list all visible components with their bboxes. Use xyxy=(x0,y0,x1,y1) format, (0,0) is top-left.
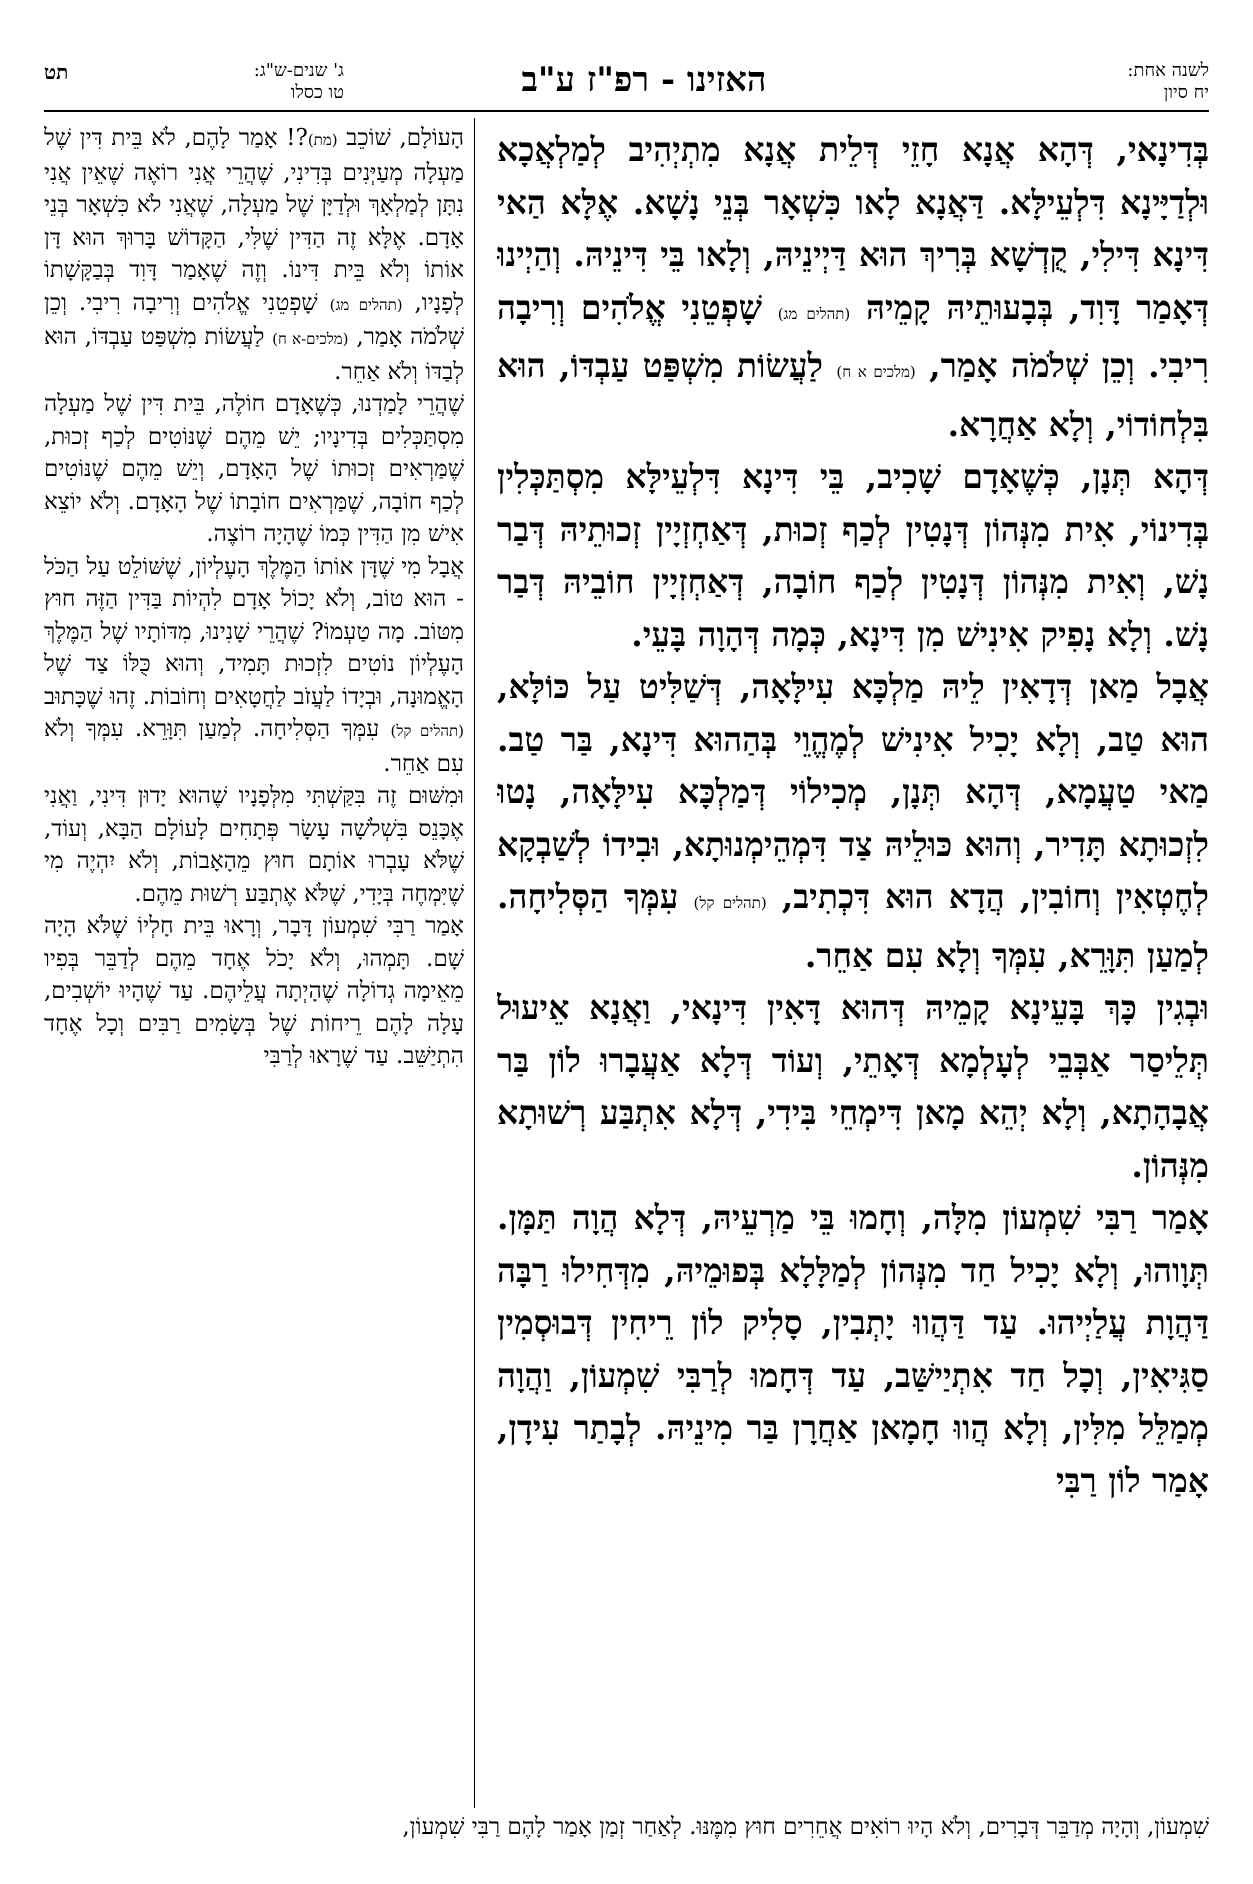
text-segment: שָׁפְטֵנִי אֱלֹהִים וְרִיבָה רִיבִי. וְכֵן שְׁלֹמֹה אָמַר, xyxy=(497,287,1209,385)
page xyxy=(44,58,1209,1858)
side-hebrew-translation xyxy=(44,122,464,1810)
text-segment: ?! אָמַר לָהֶם, לֹא בֵּית דִּין שֶׁל מַעְלָה מְעַיְּנִים בְּדִינִי, שֶׁהֲרֵי אֲנִי רוֹאֶה שֶׁאֵין אֲנִי נִתָּן לְמַלְאָךְ וּלְדַיָּן שֶׁל מַעְלָה, שֶׁאֲנִי לֹא כִּשְׁאָר בְּנֵי אָדָם. אֶלָּא זֶה הַדִּין שֶׁלִּי, הַקָּדוֹשׁ בָּרוּךְ הוּא דָּן אוֹתוֹ וְלֹא בֵּית דִּינוֹ. וְזֶה שֶׁאָמַר דָּוִד בְּבַקָּשָׁתוֹ לְפָנָיו, xyxy=(44,125,464,316)
text-segment: אֲבָל מַאן דְּדָאִין לֵיהּ מַלְכָּא עִילָּאָה, דְּשַׁלִּיט עַל כּוֹלָּא, הוּא טַב, וְלָא יָכִיל אִינִישׁ לְמֶהֱוֵי בְּהַהוּא דִּינָא, בַּר טַב. מַאי טַעֲמָא, דְּהָא תְּנָן, מְכִילוֹי דְּמַלְכָּא עִילָּאָה, נָטוּ לִזְכוּתָא תָּדִיר, וְהוּא כּוּלֵיהּ צַד דִּמְהֵימְנוּתָא, וּבִידוֹ לְשַׁבְקָא לְחֶטְאִין וְחוֹבִין, הֲדָא הוּא דִּכְתִיב, xyxy=(497,667,1209,916)
text-segment: בְּדִינָאי, דְּהָא אֲנָא חָזֵי דְּלֵית אֲנָא מִתְיְהִיב לְמַלְאֲכָא וּלְדַיָּינָא דִּלְעֵילָּא. דַּאֲנָא לָאו כִּשְׁאָר בְּנֵי נָשָׁא. אֶלָּא הַאי דִּינָא דִּילִי, קֻדְשָׁא בְּרִיךְ הוּא דַּיְינֵיהּ, וְלָאו בֵּי דִּינֵיהּ. וְהַיְינוּ דְּאָמַר דָּוִד, בְּבָעוּתֵיהּ קָמֵיהּ xyxy=(497,130,1209,327)
page-number: תט xyxy=(44,60,69,84)
main-aramaic-text xyxy=(497,124,1209,1808)
text-segment: עִמְּךָ הַסְּלִיחָה. לְמַעַן תִּוָּרֵא. עִמְּךָ וְלֹא עִם אַחֵר. xyxy=(44,716,464,777)
main-paragraph xyxy=(497,124,1209,451)
column-divider xyxy=(474,118,475,1808)
side-paragraph: וּמִשּׁוּם זֶה בִּקַּשְׁתִּי מִלְּפָנָיו שֶׁהוּא יָדוּן דִּינִי, וַאֲנִי אֶכָּנֵס בִּשְׁלֹשָׁה עָשָׂר פְּתָחִים לָעוֹלָם הַבָּא, וְעוֹד, שֶׁלֹּא עָבְרוּ אוֹתָם חוּץ מֵהָאָבוֹת, וְלֹא יִהְיֶה מִי שֶׁיִּמְחֶה בְּיָדִי, שֶׁלֹּא אֶתְבַּע רְשׁוּת מֵהֶם. xyxy=(44,783,464,907)
header-three-years-label: ג' שנים-ש"ג: xyxy=(253,60,344,81)
text-segment: לַעֲשׂוֹת מִשְׁפַּט עַבְדּוֹ, הוּא לְבַדּוֹ וְלֹא אַחֵר. xyxy=(44,324,464,385)
side-paragraph: שֶׁהֲרֵי לָמַדְנוּ, כְּשֶׁאָדָם חוֹלֶה, בֵּית דִּין שֶׁל מַעְלָה מִסְתַּכְּלִים בְּדִינָיו; יֵשׁ מֵהֶם שֶׁנּוֹטִים לְכַף זְכוּת, שֶׁמַּרְאִים זְכוּתוֹ שֶׁל הָאָדָם, וְיֵשׁ מֵהֶם שֶׁנּוֹטִים לְכַף חוֹבָה, שֶׁמַּרְאִים חוֹבָתוֹ שֶׁל הָאָדָם. וְלֹא יוֹצֵא אִישׁ מִן הַדִּין כְּמוֹ שֶׁהָיָה רוֹצֶה. xyxy=(44,391,464,547)
header-three-years-date: טו כסלו xyxy=(290,82,344,103)
text-segment: עִמְּךָ הַסְּלִיחָה. לְמַעַן תִּוָּרֵא, עִמְּךָ וְלָא עִם אַחֵר. xyxy=(497,877,1209,975)
text-segment: שָׁפְטֵנִי אֱלֹהִים וְרִיבָה רִיבִי. וְכֵן שְׁלֹמֹה אָמַר, xyxy=(44,289,464,350)
side-paragraph: אָמַר רַבִּי שִׁמְעוֹן דָּבָר, וְרָאוּ בֵּית חָלְיוֹ שֶׁלֹּא הָיָה שָׁם. תָּמְהוּ, וְלֹא יָכֹל אֶחָד מֵהֶם לְדַבֵּר בְּפִיו מֵאֵימָה גְדוֹלָה שֶׁהָיְתָה עֲלֵיהֶם. עַד שֶׁהָיוּ יוֹשְׁבִים, עָלָה לָהֶם רֵיחוֹת שֶׁל בְּשָׂמִים רַבִּים וְכָל אֶחָד הִתְיַשֵּׁב. עַד שֶׁרָאוּ לְרַבִּי xyxy=(44,913,464,1069)
header-one-year-label: לשנה אחת: xyxy=(1127,60,1209,81)
header-one-year-date: יח סיון xyxy=(1163,82,1209,103)
scripture-reference: (תהלים קל) xyxy=(390,722,464,740)
scripture-reference: (תהלים מג) xyxy=(329,295,403,314)
text-segment: אֲבָל מִי שֶׁדָּן אוֹתוֹ הַמֶּלֶךְ הָעֶלְיוֹן, שֶׁשּׁוֹלֵט עַל הַכֹּל - הוּא טוֹב, וְלֹא יָכוֹל אָדָם לִהְיוֹת בַּדִּין הַזֶּה חוּץ מִטּוֹב. מָה טַעְמוֹ? שֶׁהֲרֵי שָׁנִינוּ, מִדּוֹתָיו שֶׁל הַמֶּלֶךְ הָעֶלְיוֹן נוֹטִים לִזְכוּת תָּמִיד, וְהוּא כֻּלּוֹ צַד שֶׁל הָאֱמוּנָה, וּבְיָדוֹ לַעֲזֹב לַחֲטָאִים וְחוֹבוֹת. זֶהוּ שֶׁכָּתוּב xyxy=(44,553,464,710)
header-study-schedule-three-years xyxy=(84,60,344,104)
text-segment: לַעֲשׂוֹת מִשְׁפַּט עַבְדּוֹ, הוּא בִּלְחוֹדוֹי, וְלָא אַחֲרָא. xyxy=(497,346,1209,444)
page-header xyxy=(44,58,1209,112)
scripture-reference: (מלכים א ח) xyxy=(836,363,916,381)
text-segment: הָעוֹלָם, שׁוֹכֵב xyxy=(346,125,464,151)
main-paragraph: דְּהָא תְּנָן, כְּשֶׁאָדָם שָׁכִיב, בֵּי דִּינָא דִּלְעֵילָּא מִסְתַּכְּלִין בְּדִינוֹי, אִית מִנְּהוֹן דְּנָטִין לְכַף זְכוּת, דְּאַחְזְיָין זְכוּתֵיהּ דְּבַר נָשׁ, וְאִית מִנְּהוֹן דְּנָטִין לְכַף חוֹבָה, דְּאַחְזְיָין חוֹבֵיהּ דְּבַר נָשׁ. וְלָא נָפִיק אִינִישׁ מִן דִּינָא, כְּמָה דְּהָוָה בָּעֵי. xyxy=(497,457,1209,654)
main-paragraph xyxy=(497,661,1209,982)
main-paragraph: אָמַר רַבִּי שִׁמְעוֹן מִלָּה, וְחָמוּ בֵּי מַרְעֵיהּ, דְּלָא הֲוָה תַּמָּן. תְּוָוהוּ, וְלָא יָכִיל חַד מִנְּהוֹן לְמַלָּלָא בְּפוּמֵיהּ, מִדְּחִילוּ רַבָּה דַּהֲוָת עֲלַיְיהוּ. עַד דַּהֲווּ יָתְבִין, סָלִיק לוֹן רֵיחִין דְּבוּסְמִין סַגִּיאִין, וְכָל חַד אִתְיַישַּׁב, עַד דְּחָמוּ לְרַבִּי שִׁמְעוֹן, וַהֲוָה מְמַלֵּל מִלִּין, וְלָא הֲווּ חָמָאן אַחֲרָן בַּר מִינֵיהּ. לְבָתַר עִידָן, אָמַר לוֹן רַבִּי xyxy=(497,1198,1209,1500)
side-paragraph xyxy=(44,551,464,781)
page-title: האזינו - רפ"ז ע"ב xyxy=(521,60,767,100)
header-study-schedule-one-year xyxy=(999,60,1209,104)
scripture-reference: (תהלים קל) xyxy=(693,894,767,912)
scripture-reference: (מלכים-א ח) xyxy=(272,330,349,348)
main-paragraph: וּבְגִין כָּךְ בָּעֵינָא קָמֵיהּ דְּהוּא דָּאִין דִּינָאי, וַאֲנָא אֵיעוּל תְּלֵיסַר אַבְּבֵי לְעָלְמָא דְּאָתֵי, וְעוֹד דְּלָא אַעֲבָרוּ לוֹן בַּר אֲבָהָתָא, וְלָא יְהֵא מָאן דִּימְחֵי בִּידִי, דְּלָא אִתְבַּע רְשׁוּתָא מִנְּהוֹן. xyxy=(497,988,1209,1185)
scripture-reference: (תהלים מג) xyxy=(777,304,851,323)
scripture-reference: (מת) xyxy=(307,131,338,149)
header-divider xyxy=(44,110,1209,112)
side-paragraph xyxy=(44,122,464,388)
bottom-continuation-line: שִׁמְעוֹן, וְהָיָה מְדַבֵּר דְּבָרִים, וְלֹא הָיוּ רוֹאִים אֲחֵרִים חוּץ מִמֶּנּוּ. לְאַחַר זְמַן אָמַר לָהֶם רַבִּי שִׁמְעוֹן, xyxy=(402,1814,1209,1840)
